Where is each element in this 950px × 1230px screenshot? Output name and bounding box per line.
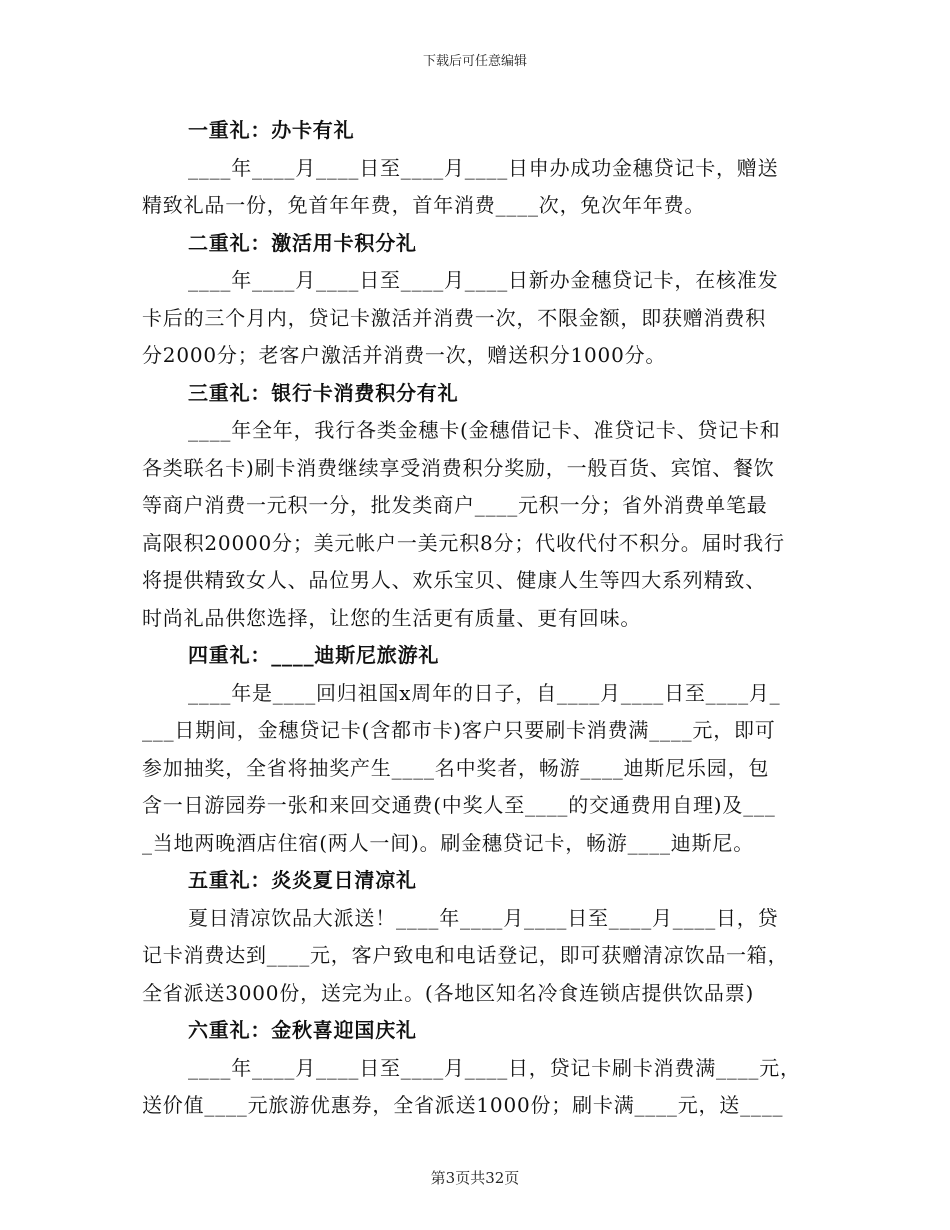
section-heading: 二重礼：激活用卡积分礼 [188,230,417,255]
paragraph-line: 卡后的三个月内，贷记卡激活并消费一次，不限金额，即获赠消费积 [142,305,766,330]
paragraph-first-line: ____年____月____日至____月____日申办成功金穗贷记卡，赠送 [188,155,779,180]
document-body [142,112,810,1125]
paragraph-line: 参加抽奖，全省将抽奖产生____名中奖者，畅游____迪斯尼乐园，包 [142,755,770,780]
paragraph-line: 各类联名卡)刷卡消费继续享受消费积分奖励，一般百货、宾馆、餐饮 [142,455,775,480]
paragraph-line: 高限积20000分；美元帐户一美元积8分；代收代付不积分。届时我行 [142,530,785,555]
section-heading: 一重礼：办卡有礼 [188,118,355,142]
page-header: 下载后可任意编辑 [422,54,527,69]
paragraph-line: _当地两晚酒店住宿(两人一间)。刷金穗贷记卡，畅游____迪斯尼。 [142,830,755,855]
paragraph-line: 时尚礼品供您选择，让您的生活更有质量、更有回味。 [142,605,642,630]
paragraph-line: ___日期间，金穗贷记卡(含都市卡)客户只要刷卡消费满____元，即可 [142,718,776,742]
section-heading: 三重礼：银行卡消费积分有礼 [188,380,459,405]
section-heading: 五重礼：炎炎夏日清凉礼 [188,868,417,892]
paragraph-line: 分2000分；老客户激活并消费一次，赠送积分1000分。 [142,343,667,367]
paragraph-first-line: ____年____月____日至____月____日，贷记卡刷卡消费满____元， [188,1055,801,1080]
paragraph-first-line: ____年____月____日至____月____日新办金穗贷记卡，在核准发 [188,268,779,292]
page-number: 第3页共32页 [430,1169,520,1187]
paragraph-first-line: 夏日清凉饮品大派送！____年____月____日至____月____日，贷 [188,905,779,930]
section-heading: 四重礼：____迪斯尼旅游礼 [188,643,440,667]
paragraph-line: 送价值____元旅游优惠券，全省派送1000份；刷卡满____元，送____ [142,1093,784,1117]
paragraph-first-line: ____年是____回归祖国x周年的日子，自____月____日至____月_ [188,680,781,705]
paragraph-line: 等商户消费一元积一分，批发类商户____元积一分；省外消费单笔最 [142,493,768,517]
paragraph-line: 将提供精致女人、品位男人、欢乐宝贝、健康人生等四大系列精致、 [142,568,766,592]
paragraph-first-line: ____年全年，我行各类金穗卡(金穗借记卡、准贷记卡、贷记卡和 [188,418,781,442]
paragraph-line: 精致礼品一份，免首年年费，首年消费____次，免次年年费。 [142,193,706,217]
paragraph-line: 全省派送3000份，送完为止。(各地区知名冷食连锁店提供饮品票) [142,980,755,1005]
paragraph-line: 含一日游园券一张和来回交通费(中奖人至____的交通费用自理)及___ [142,793,776,817]
paragraph-line: 记卡消费达到____元，客户致电和电话登记，即可获赠清凉饮品一箱， [142,943,789,967]
section-heading: 六重礼：金秋喜迎国庆礼 [188,1018,417,1042]
